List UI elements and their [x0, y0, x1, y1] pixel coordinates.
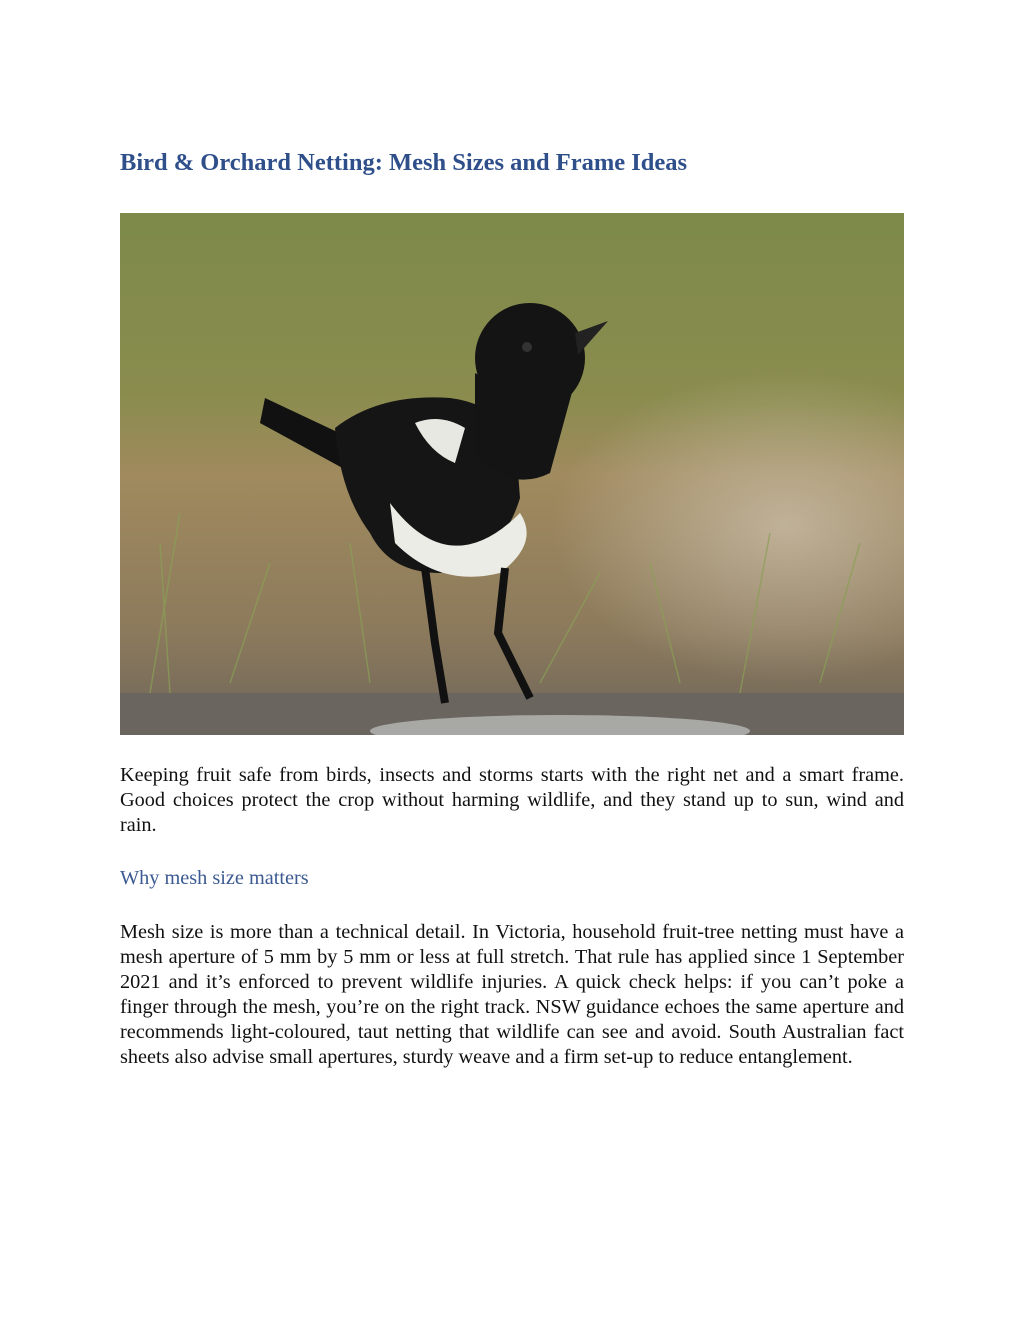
- section-heading: Why mesh size matters: [120, 867, 309, 889]
- page-title: Bird & Orchard Netting: Mesh Sizes and Frame Ideas: [120, 149, 688, 176]
- magpie-photo: [120, 213, 904, 735]
- intro-paragraph: Keeping fruit safe from birds, insects and storms starts with the right net and a smart frame. Good choices protect the crop without harming wildlife, and they stand up to sun, wind and rain.: [120, 764, 904, 836]
- section-paragraph: Mesh size is more than a technical detail. In Victoria, household fruit-tree netting must have a mesh aperture of 5 mm by 5 mm or less at full stretch. That rule has applied since 1 September 2021 and it’s enforced to prevent wildlife injuries. A quick check helps: if you can’t poke a finger through the mesh, you’re on the right track. NSW guidance echoes the same aperture and recommends light-coloured, taut netting that wildlife can see and avoid. South Australian fact sheets also advise small apertures, sturdy weave and a firm set-up to reduce entanglement.: [120, 921, 904, 1068]
